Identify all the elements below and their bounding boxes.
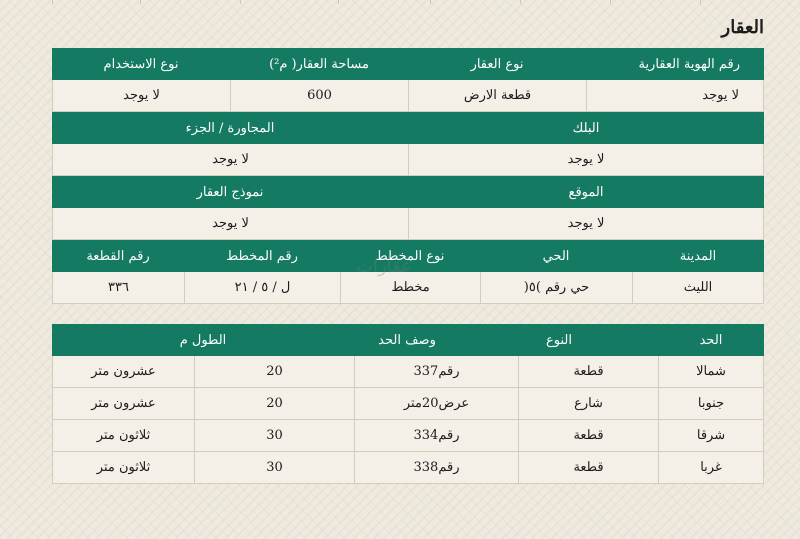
header-neighborhood-part: المجاورة / الجزء	[52, 112, 408, 144]
boundary-length-number: 30	[194, 452, 354, 484]
boundary-length-words: ثلاثون متر	[52, 420, 194, 452]
value-block: لا يوجد	[408, 144, 764, 176]
header-property-area: مساحة العقار( م²)	[230, 48, 408, 80]
header-row-1	[52, 48, 764, 80]
boundary-row-1	[52, 356, 764, 388]
boundary-type: قطعة	[518, 420, 658, 452]
header-property-id: رقم الهوية العقارية	[586, 48, 764, 80]
header-plan-number: رقم المخطط	[184, 240, 340, 272]
boundary-row-3	[52, 420, 764, 452]
value-property-area: 600	[230, 80, 408, 112]
boundary-direction: جنوبا	[658, 388, 764, 420]
watermark-logo: عقارات	[356, 256, 412, 277]
value-plan-type: مخطط	[340, 272, 480, 304]
boundary-length-number: 20	[194, 356, 354, 388]
boundary-row-2	[52, 388, 764, 420]
boundaries-header-row	[52, 324, 764, 356]
boundary-description: رقم337	[354, 356, 518, 388]
boundary-description: رقم338	[354, 452, 518, 484]
header-block: البلك	[408, 112, 764, 144]
header-length: الطول م	[52, 324, 354, 356]
header-plan-type: نوع المخطط	[340, 240, 480, 272]
boundaries-table	[52, 324, 764, 484]
header-property-type: نوع العقار	[408, 48, 586, 80]
header-district: الحي	[480, 240, 632, 272]
header-property-model: نموذج العقار	[52, 176, 408, 208]
value-row-1	[52, 80, 764, 112]
value-plan-number: ل / ٥ / ٢١	[184, 272, 340, 304]
value-row-2	[52, 144, 764, 176]
value-city: الليث	[632, 272, 764, 304]
header-boundary: الحد	[658, 324, 764, 356]
boundary-direction: شمالا	[658, 356, 764, 388]
boundary-type: قطعة	[518, 452, 658, 484]
boundary-type: شارع	[518, 388, 658, 420]
boundary-length-words: عشرون متر	[52, 388, 194, 420]
value-location: لا يوجد	[408, 208, 764, 240]
boundary-description: عرض20متر	[354, 388, 518, 420]
value-plot-number: ٣٣٦	[52, 272, 184, 304]
boundary-length-number: 30	[194, 420, 354, 452]
boundary-length-words: ثلاثون متر	[52, 452, 194, 484]
header-usage-type: نوع الاستخدام	[52, 48, 230, 80]
value-district: حي رقم )٥(	[480, 272, 632, 304]
header-row-2	[52, 112, 764, 144]
value-neighborhood-part: لا يوجد	[52, 144, 408, 176]
boundary-row-4	[52, 452, 764, 484]
value-row-3	[52, 208, 764, 240]
boundary-length-number: 20	[194, 388, 354, 420]
header-city: المدينة	[632, 240, 764, 272]
boundary-length-words: عشرون متر	[52, 356, 194, 388]
header-boundary-description: وصف الحد	[354, 324, 460, 356]
value-property-model: لا يوجد	[52, 208, 408, 240]
boundary-direction: غربا	[658, 452, 764, 484]
value-property-id: لا يوجد	[586, 80, 764, 112]
header-plot-number: رقم القطعة	[52, 240, 184, 272]
header-type: النوع	[460, 324, 658, 356]
top-divider	[0, 0, 800, 4]
header-location: الموقع	[408, 176, 764, 208]
value-usage-type: لا يوجد	[52, 80, 230, 112]
boundary-description: رقم334	[354, 420, 518, 452]
boundary-type: قطعة	[518, 356, 658, 388]
boundary-direction: شرقا	[658, 420, 764, 452]
section-title: العقار	[721, 17, 764, 38]
header-row-3	[52, 176, 764, 208]
value-property-type: قطعة الارض	[408, 80, 586, 112]
